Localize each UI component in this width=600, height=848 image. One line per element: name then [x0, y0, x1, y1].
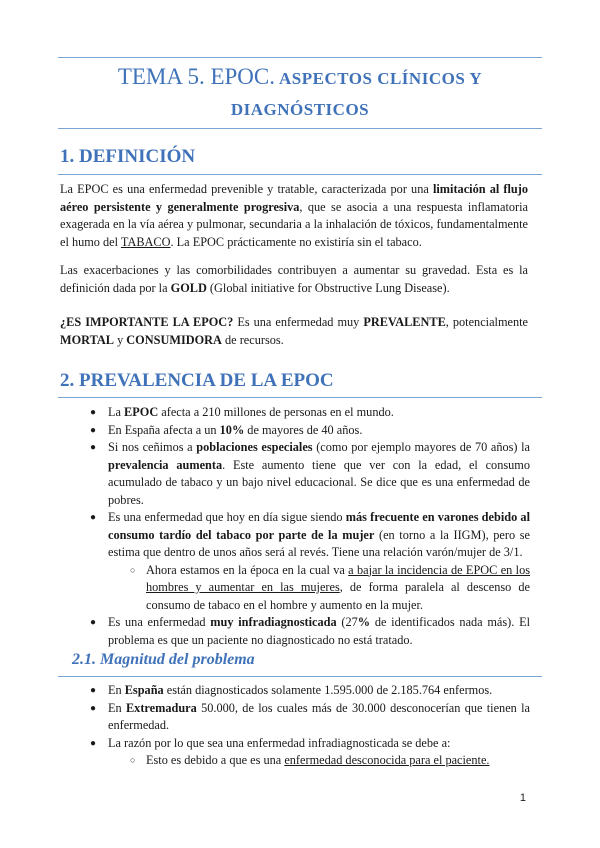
- title-bottom-rule: [58, 128, 542, 129]
- title-subtitle-line2: DIAGNÓSTICOS: [230, 100, 370, 119]
- section-rule-prevalencia: [58, 397, 542, 398]
- subsection-heading-magnitud: 2.1. Magnitud del problema: [72, 651, 255, 668]
- list-item: ● Es una enfermedad que hoy en día sigue siendo más frecuente en varones debido al consumo tardío del tabaco por parte de la mujer (en torno a la IIGM), pero se estima que dentro de unos años será al revés. Tiene una relación varón/mujer de 3/1. ○ Ahora estamos en la época en la cual va a bajar la incidencia de EPOC en los hombres y aumentar en las mujeres, de forma paralela al descenso de consumo de tabaco en el hombre y aumento en la mujer.: [60, 509, 530, 614]
- list-item: ● La EPOC afecta a 210 millones de personas en el mundo.: [90, 405, 394, 419]
- page-number: 1: [519, 792, 526, 804]
- list-item: ● En Extremadura 50.000, de los cuales más de 30.000 desconocerían que tienen la enfermedad.: [90, 700, 530, 732]
- title-main: TEMA 5. EPOC.: [117, 64, 275, 89]
- document-title: [58, 62, 542, 126]
- paragraph-importancia: ¿ES IMPORTANTE LA EPOC? Es una enfermedad muy PREVALENTE, potencialmente MORTAL y CONSUMIDORA de recursos.: [60, 315, 528, 347]
- list-item: ● La razón por lo que sea una enfermedad infradiagnosticada se debe a: ○ Esto es debido a que es una enfermedad desconocida para el paciente.: [60, 735, 530, 770]
- subsection-rule-magnitud: [58, 676, 542, 677]
- paragraph-gold: Las exacerbaciones y las comorbilidades contribuyen a aumentar su gravedad. Esta es la definición dada por la GOLD (Global initiative for Obstructive Lung Disease).: [60, 263, 528, 295]
- section-heading-definicion: 1. DEFINICIÓN: [60, 146, 196, 167]
- sub-list-item: ○ Ahora estamos en la época en la cual va a bajar la incidencia de EPOC en los hombres y aumentar en las mujeres, de forma paralela al descenso de consumo de tabaco en el hombre y aumento en la mujer.: [130, 562, 531, 612]
- magnitud-list: [60, 682, 530, 770]
- section-rule-definicion: [58, 174, 542, 175]
- sub-list-item: ○ Esto es debido a que es una enfermedad desconocida para el paciente.: [130, 753, 490, 767]
- paragraph-definicion: La EPOC es una enfermedad prevenible y tratable, caracterizada por una limitación al flujo aéreo persistente y generalmente progresiva, que se asocia a una respuesta inflamatoria exagerada en la vía aérea y pulmonar, secundaria a la inhalación de tóxicos, fundamentalmente el humo del TABACO. La EPOC prácticamente no existiría sin el tabaco.: [60, 182, 529, 249]
- list-item: ● Es una enfermedad muy infradiagnosticada (27% de identificados nada más). El problema es que un paciente no diagnosticado no está tratado.: [90, 615, 531, 647]
- section-heading-prevalencia: 2. PREVALENCIA DE LA EPOC: [60, 370, 334, 391]
- title-top-rule: [58, 57, 542, 58]
- title-subtitle-line1: ASPECTOS CLÍNICOS Y: [279, 69, 483, 88]
- prevalencia-list: [60, 404, 530, 649]
- sub-list: [108, 562, 530, 615]
- list-item: ● En España afecta a un 10% de mayores de 40 años.: [90, 422, 363, 437]
- list-item: ● Si nos ceñimos a poblaciones especiales (como por ejemplo mayores de 70 años) la prevalencia aumenta. Este aumento tiene que ver con la edad, el consumo acumulado de tabaco y un bajo nivel educacional. Se dice que es una enfermedad de pobres.: [90, 440, 531, 507]
- list-item: ● En España están diagnosticados solamente 1.595.000 de 2.185.764 enfermos.: [90, 683, 493, 697]
- sub-list: [108, 752, 530, 770]
